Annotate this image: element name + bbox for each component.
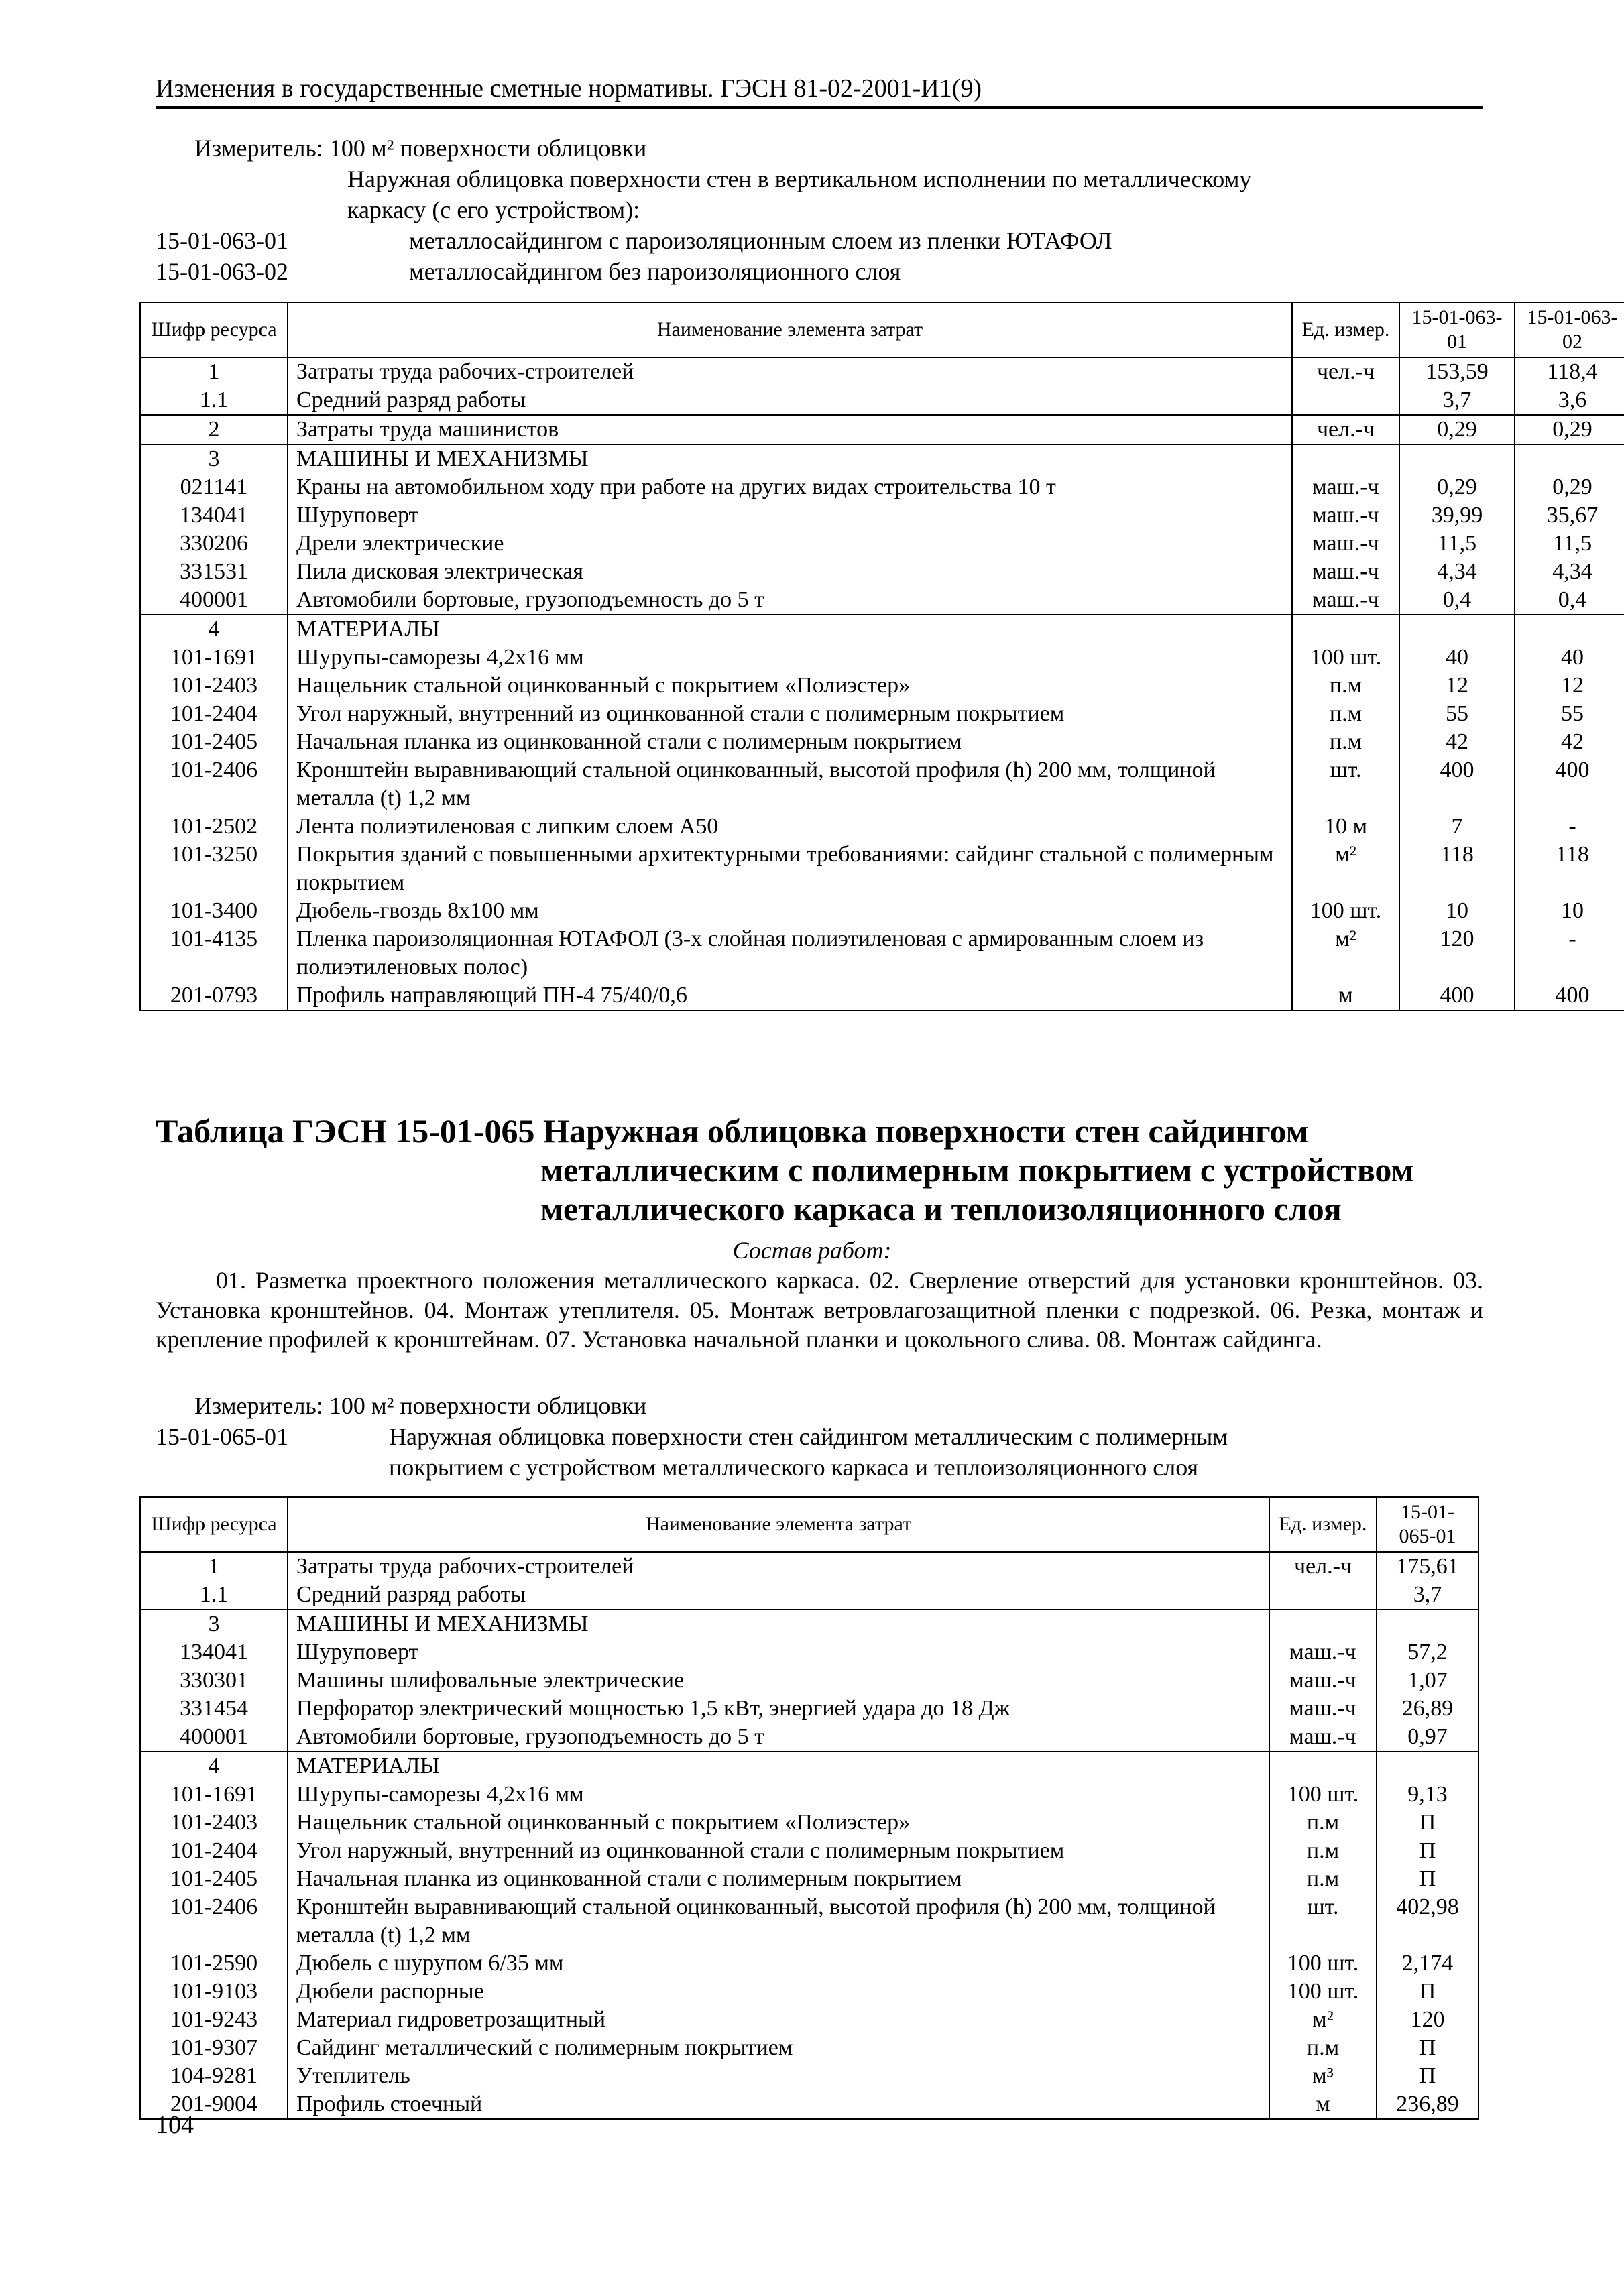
- table-row: 101-1691 Шурупы-саморезы 4,2x16 мм 100 шт. 40 40: [140, 644, 1624, 672]
- table-row: 104-9281 Утеплитель м³ П: [140, 2062, 1478, 2090]
- table-row: 134041 Шуруповерт маш.-ч 57,2: [140, 1638, 1478, 1667]
- works-text: 01. Разметка проектного положения металлического каркаса. 02. Сверление отверстий для установки кронштейнов. 03. Установка кронштейнов. 04. Монтаж утеплителя. 05. Монтаж ветровлагозащитной пленки с подрезкой. 06. Резка, монтаж и крепление профилей к кронштейнам. 07. Установка начальной планки и цокольного слива. 08. Монтаж сайдинга.: [156, 1267, 1483, 1353]
- table-row: 101-3400 Дюбель-гвоздь 8x100 мм 100 шт. 10 10: [140, 897, 1624, 925]
- table-row: 101-9103 Дюбели распорные 100 шт. П: [140, 1978, 1478, 2006]
- table-row: 331531 Пила дисковая электрическая маш.-ч 4,34 4,34: [140, 558, 1624, 586]
- table-row: 3 МАШИНЫ И МЕХАНИЗМЫ: [140, 444, 1624, 473]
- table-row: 101-4135 Пленка пароизоляционная ЮТАФОЛ (3-х слойная полиэтиленовая с армированным слоем из полиэтиленовых полос) м² 120 -: [140, 925, 1624, 981]
- table-row: 101-9243 Материал гидроветрозащитный м² 120: [140, 2006, 1478, 2034]
- table2-title-line3: металлического каркаса и теплоизоляционного слоя: [540, 1190, 1342, 1227]
- resource-table-2: [139, 1496, 1479, 2120]
- table-row: 021141 Краны на автомобильном ходу при работе на других видах строительства 10 т маш.-ч 0,29 0,29: [140, 473, 1624, 501]
- running-header: Изменения в государственные сметные нормативы. ГЭСН 81-02-2001-И1(9): [156, 74, 1483, 109]
- measure-line-2: Измеритель: 100 м² поверхности облицовки: [194, 1392, 647, 1419]
- table1-header-row: [140, 302, 1624, 357]
- table-row: 4 МАТЕРИАЛЫ: [140, 1752, 1478, 1780]
- table2-header-col1: 15-01-065-01: [1377, 1497, 1478, 1552]
- section2-desc-line2: покрытием с устройством металлического каркаса и теплоизоляционного слоя: [389, 1454, 1199, 1481]
- table-row: 134041 Шуруповерт маш.-ч 39,99 35,67: [140, 501, 1624, 530]
- section1-code-2-text: металлосайдингом без пароизоляционного слоя: [409, 258, 901, 285]
- table1-header-col1: 15-01-063-01: [1399, 302, 1515, 357]
- table-row: 101-2406 Кронштейн выравнивающий стальной оцинкованный, высотой профиля (h) 200 мм, толщиной металла (t) 1,2 мм шт. 402,98: [140, 1893, 1478, 1949]
- table2-header-row: [140, 1497, 1478, 1552]
- table2-title-line1: Таблица ГЭСН 15-01-065 Наружная облицовка поверхности стен сайдингом: [156, 1112, 1309, 1150]
- table-row: 400001 Автомобили бортовые, грузоподъемность до 5 т маш.-ч 0,97: [140, 1723, 1478, 1752]
- resource-table-1: [139, 302, 1624, 1011]
- table-row: 101-2404 Угол наружный, внутренний из оцинкованной стали с полимерным покрытием п.м 55 55: [140, 700, 1624, 728]
- table-row: 101-1691 Шурупы-саморезы 4,2x16 мм 100 шт. 9,13: [140, 1780, 1478, 1809]
- works-heading: Состав работ:: [732, 1237, 892, 1264]
- table-row: 101-2406 Кронштейн выравнивающий стальной оцинкованный, высотой профиля (h) 200 мм, толщиной металла (t) 1,2 мм шт. 400 400: [140, 756, 1624, 812]
- table-row: 1.1 Средний разряд работы 3,7: [140, 1581, 1478, 1610]
- section1-code-2: 15-01-063-02: [156, 258, 288, 285]
- table-row: 1 Затраты труда рабочих-строителей чел.-ч 175,61: [140, 1552, 1478, 1581]
- table-row: 4 МАТЕРИАЛЫ: [140, 615, 1624, 644]
- table-row: 101-2405 Начальная планка из оцинкованной стали с полимерным покрытием п.м П: [140, 1865, 1478, 1893]
- table-row: 101-9307 Сайдинг металлический с полимерным покрытием п.м П: [140, 2034, 1478, 2062]
- table1-header-unit: Ед. измер.: [1292, 302, 1399, 357]
- table-row: 101-2403 Нащельник стальной оцинкованный с покрытием «Полиэстер» п.м П: [140, 1809, 1478, 1837]
- table-row: 101-3250 Покрытия зданий с повышенными архитектурными требованиями: сайдинг стальной с полимерным покрытием м² 118 118: [140, 841, 1624, 897]
- table-row: 330301 Машины шлифовальные электрические маш.-ч 1,07: [140, 1667, 1478, 1695]
- section2-code: 15-01-065-01: [156, 1423, 288, 1450]
- table2-header-name: Наименование элемента затрат: [288, 1497, 1269, 1552]
- section2-desc-line1: Наружная облицовка поверхности стен сайдингом металлическим с полимерным: [389, 1423, 1228, 1450]
- table-row: 331454 Перфоратор электрический мощностью 1,5 кВт, энергией удара до 18 Дж маш.-ч 26,89: [140, 1695, 1478, 1723]
- table-row: 2 Затраты труда машинистов чел.-ч 0,29 0,29: [140, 415, 1624, 444]
- table-row: 400001 Автомобили бортовые, грузоподъемность до 5 т маш.-ч 0,4 0,4: [140, 586, 1624, 615]
- table1-header-code: Шифр ресурса: [140, 302, 288, 357]
- table1-header-name: Наименование элемента затрат: [288, 302, 1292, 357]
- section1-desc-line1: Наружная облицовка поверхности стен в вертикальном исполнении по металлическому: [347, 166, 1252, 192]
- table-row: 201-0793 Профиль направляющий ПН-4 75/40/0,6 м 400 400: [140, 981, 1624, 1010]
- page-number: 104: [156, 2111, 194, 2139]
- table2-header-unit: Ед. измер.: [1269, 1497, 1377, 1552]
- table1-header-col2: 15-01-063-02: [1515, 302, 1624, 357]
- table-row: 3 МАШИНЫ И МЕХАНИЗМЫ: [140, 1610, 1478, 1638]
- section1-code-1: 15-01-063-01: [156, 227, 288, 254]
- table-row: 101-2404 Угол наружный, внутренний из оцинкованной стали с полимерным покрытием п.м П: [140, 1837, 1478, 1865]
- section1-desc-line2: каркасу (с его устройством):: [347, 196, 640, 223]
- section1-code-1-text: металлосайдингом с пароизоляционным слоем из пленки ЮТАФОЛ: [409, 227, 1112, 254]
- table-row: 1.1 Средний разряд работы 3,7 3,6: [140, 386, 1624, 415]
- table-row: 1 Затраты труда рабочих-строителей чел.-ч 153,59 118,4: [140, 357, 1624, 386]
- table-row: 201-9004 Профиль стоечный м 236,89: [140, 2090, 1478, 2119]
- table-row: 101-2502 Лента полиэтиленовая с липким слоем А50 10 м 7 -: [140, 812, 1624, 841]
- table2-title-line2: металлическим с полимерным покрытием с устройством: [540, 1151, 1414, 1189]
- table-row: 101-2403 Нащельник стальной оцинкованный с покрытием «Полиэстер» п.м 12 12: [140, 672, 1624, 700]
- measure-line-1: Измеритель: 100 м² поверхности облицовки: [194, 135, 647, 162]
- table-row: 101-2590 Дюбель с шурупом 6/35 мм 100 шт. 2,174: [140, 1949, 1478, 1978]
- table-row: 330206 Дрели электрические маш.-ч 11,5 11,5: [140, 530, 1624, 558]
- table2-header-code: Шифр ресурса: [140, 1497, 288, 1552]
- table-row: 101-2405 Начальная планка из оцинкованной стали с полимерным покрытием п.м 42 42: [140, 728, 1624, 756]
